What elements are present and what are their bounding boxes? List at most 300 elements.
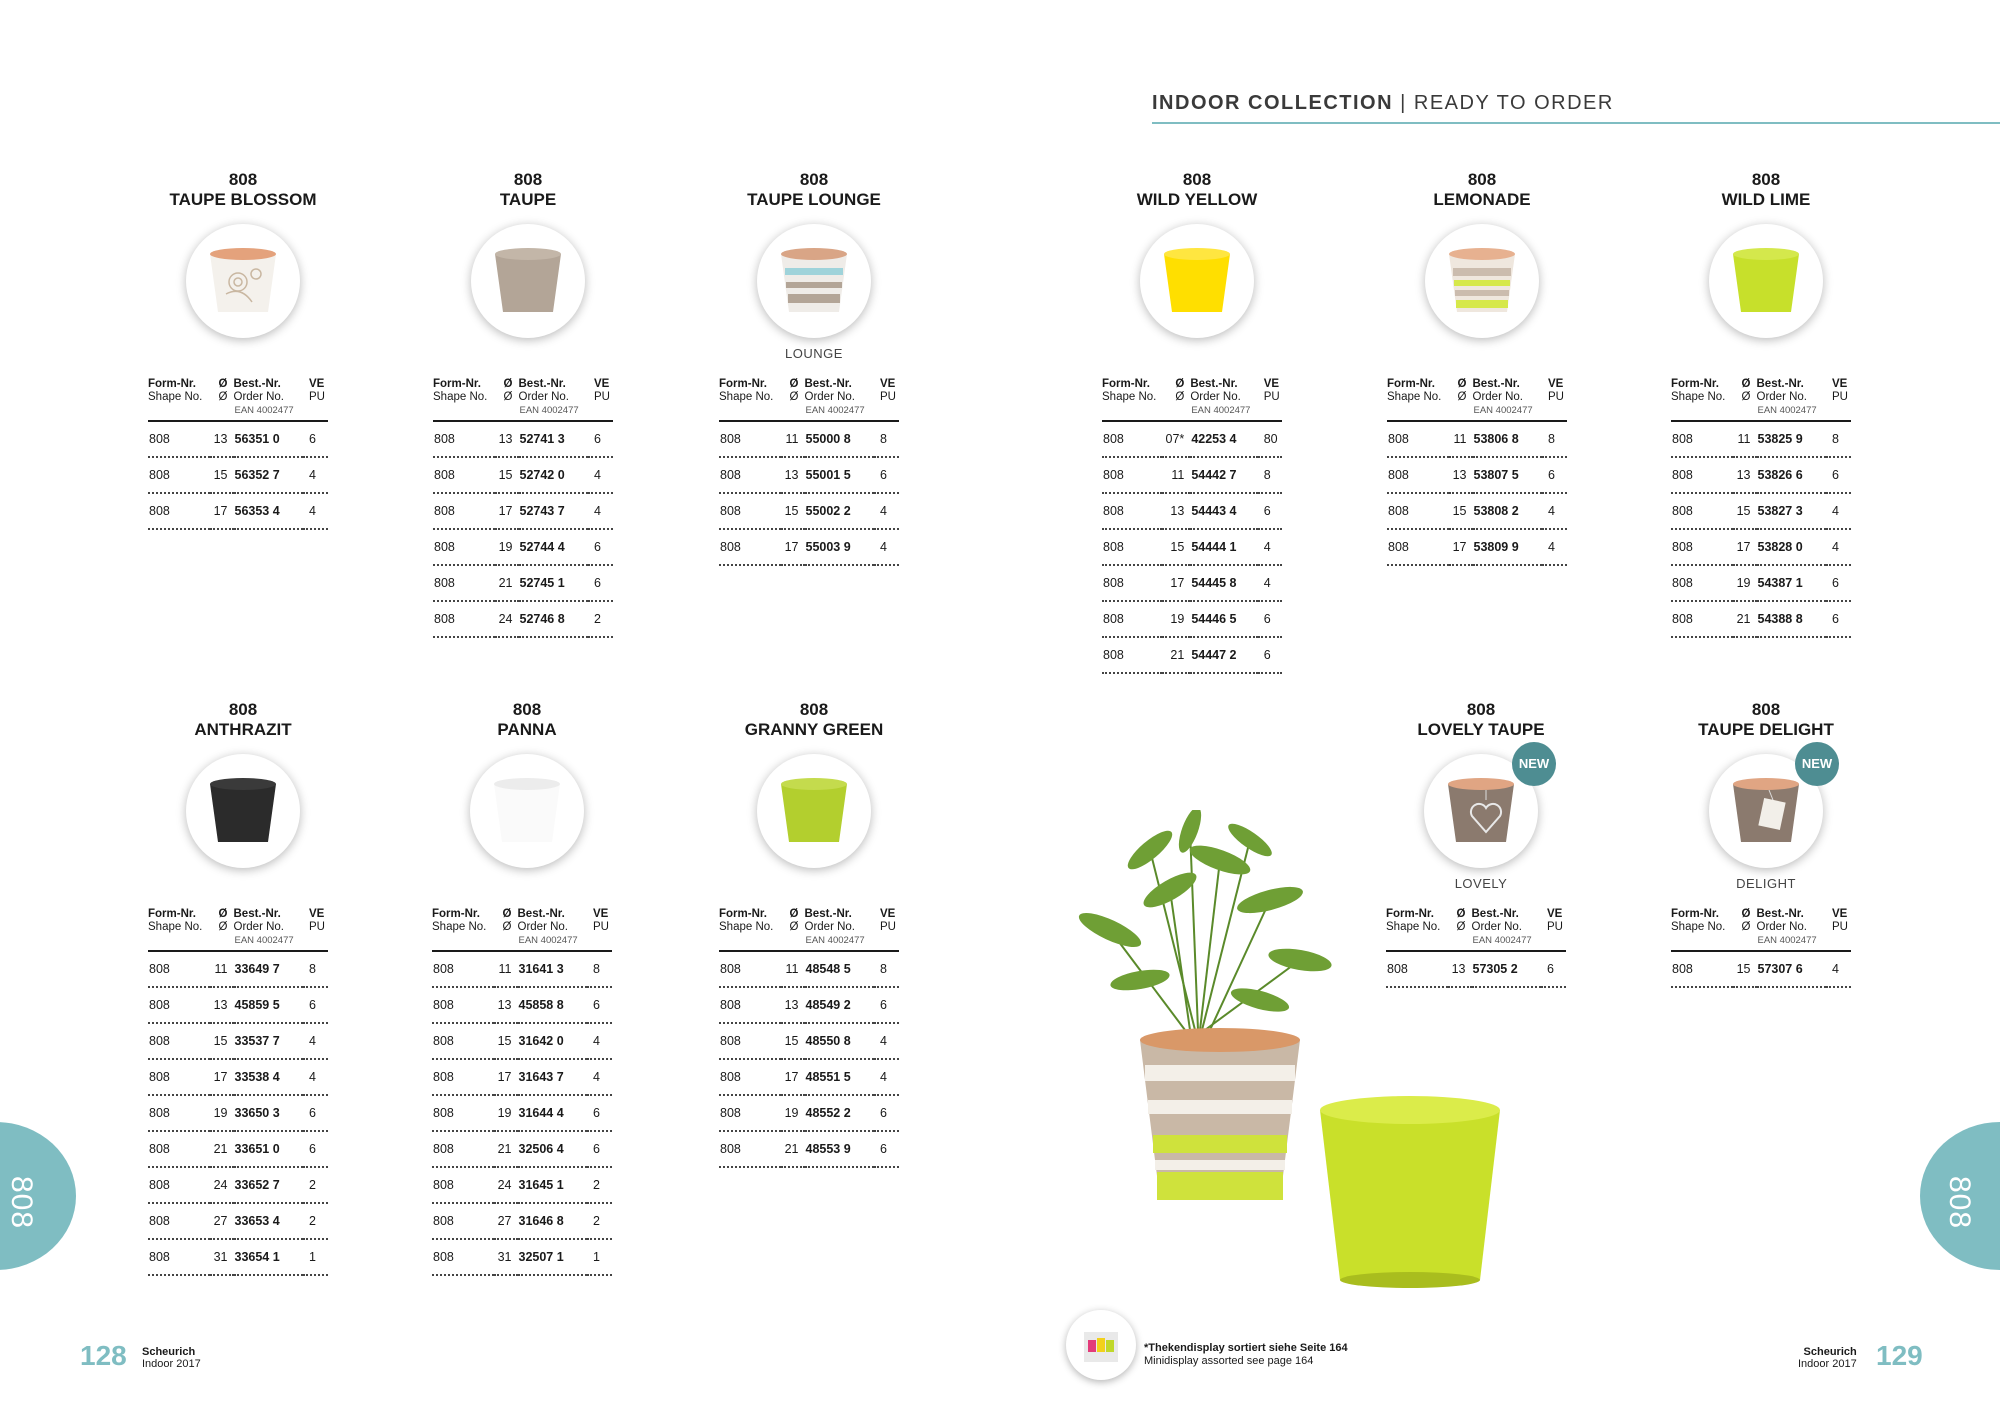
table-row (432, 1095, 612, 1131)
order-cell: 32506 4 (518, 1131, 588, 1167)
shape-cell: 808 (1671, 421, 1733, 457)
order-cell: 57305 2 (1472, 951, 1542, 987)
order-cell: 52743 7 (519, 493, 589, 529)
order-cell: 33651 0 (234, 1131, 304, 1167)
table-row (719, 493, 899, 529)
shape-header: Form-Nr. Shape No. (148, 908, 203, 933)
ean-row (148, 934, 328, 951)
pu-cell: 2 (587, 1167, 612, 1203)
header-separator: | (1400, 92, 1407, 114)
ean-row (1102, 404, 1282, 421)
pu-cell: 6 (874, 1095, 899, 1131)
pu-cell: 6 (1542, 457, 1567, 493)
product-title (1671, 170, 1861, 212)
pu-cell: 4 (1826, 529, 1851, 565)
shape-cell: 808 (719, 987, 781, 1023)
order-header: Best.-Nr. Order No. (1190, 378, 1241, 403)
shape-cell: 808 (433, 493, 495, 529)
order-cell: 54388 8 (1757, 601, 1827, 637)
pu-cell: 6 (303, 421, 328, 457)
shape-header: Form-Nr. Shape No. (1386, 908, 1441, 933)
product-table (719, 908, 899, 1168)
pu-cell: 6 (874, 457, 899, 493)
product-name: GRANNY GREEN (744, 720, 884, 739)
product-code: 808 (799, 170, 829, 189)
order-cell: 53828 0 (1757, 529, 1827, 565)
diameter-cell: 15 (1449, 493, 1473, 529)
shape-header: Form-Nr. Shape No. (1671, 908, 1726, 933)
table-row (432, 987, 612, 1023)
order-cell: 54445 8 (1190, 565, 1257, 601)
table-row (1387, 493, 1567, 529)
product-table (1387, 378, 1567, 566)
pu-cell: 4 (587, 1059, 612, 1095)
order-cell: 33537 7 (234, 1023, 304, 1059)
product-title (433, 170, 623, 212)
table-header-row (433, 378, 613, 404)
ean-row (432, 934, 612, 951)
shape-cell: 808 (433, 457, 495, 493)
diameter-cell: 17 (781, 529, 805, 565)
shape-cell: 808 (1387, 493, 1449, 529)
table-row (432, 1131, 612, 1167)
left-tab-label: 808 (5, 1176, 38, 1230)
diameter-cell: 17 (210, 1059, 234, 1095)
pu-header: VE PU (309, 908, 325, 933)
table-row (719, 987, 899, 1023)
diameter-header: Ø Ø (1741, 378, 1751, 403)
table-row (1102, 637, 1282, 673)
table-row (148, 493, 328, 529)
shape-cell: 808 (719, 1095, 781, 1131)
order-header: Best.-Nr. Order No. (518, 378, 569, 403)
diameter-cell: 13 (1449, 457, 1473, 493)
order-header: Best.-Nr. Order No. (1471, 908, 1522, 933)
diameter-cell: 24 (494, 1167, 518, 1203)
diameter-cell: 15 (1733, 493, 1757, 529)
product-wild-lime (1671, 170, 1861, 638)
shape-header: Form-Nr. Shape No. (719, 378, 774, 403)
product-image (1140, 224, 1254, 338)
diameter-cell: 15 (494, 1023, 518, 1059)
product-wild-yellow (1102, 170, 1292, 674)
shape-cell: 808 (148, 1095, 210, 1131)
ean-row (433, 404, 613, 421)
table-row (1671, 951, 1851, 987)
order-cell: 48548 5 (805, 951, 875, 987)
product-title (432, 700, 622, 742)
pu-cell: 6 (1826, 565, 1851, 601)
order-cell: 42253 4 (1190, 421, 1257, 457)
shape-cell: 808 (1102, 457, 1162, 493)
diameter-header: Ø Ø (789, 378, 799, 403)
diameter-cell: 21 (495, 565, 519, 601)
diameter-cell: 19 (1733, 565, 1757, 601)
diameter-cell: 13 (781, 457, 805, 493)
table-row (1102, 493, 1282, 529)
order-cell: 54387 1 (1757, 565, 1827, 601)
table-row (1387, 529, 1567, 565)
pu-cell: 4 (588, 493, 613, 529)
product-table (1102, 378, 1282, 674)
table-row (1671, 421, 1851, 457)
table-row (433, 565, 613, 601)
diameter-cell: 11 (494, 951, 518, 987)
header-bold: INDOOR COLLECTION (1152, 92, 1394, 114)
shape-cell: 808 (1102, 493, 1162, 529)
product-name: WILD LIME (1721, 190, 1811, 209)
order-cell: 31646 8 (518, 1203, 588, 1239)
shape-cell: 808 (432, 1203, 494, 1239)
product-image (757, 754, 871, 868)
right-brand (1798, 1346, 1857, 1370)
diameter-cell: 11 (210, 951, 234, 987)
table-row (433, 457, 613, 493)
product-name: LEMONADE (1433, 190, 1531, 209)
diameter-cell: 19 (495, 529, 519, 565)
pu-cell: 4 (588, 457, 613, 493)
shape-cell: 808 (148, 493, 210, 529)
product-image (186, 224, 300, 338)
diameter-cell: 11 (781, 421, 805, 457)
order-cell: 53808 2 (1473, 493, 1543, 529)
table-row (719, 1131, 899, 1167)
order-cell: 53826 6 (1757, 457, 1827, 493)
table-row (1671, 457, 1851, 493)
product-code: 808 (1466, 700, 1496, 719)
diameter-cell: 21 (781, 1131, 805, 1167)
product-title (148, 700, 338, 742)
product-title (1386, 700, 1576, 742)
order-cell: 53825 9 (1757, 421, 1827, 457)
order-cell: 53807 5 (1473, 457, 1543, 493)
table-row (432, 1239, 612, 1275)
diameter-cell: 13 (781, 987, 805, 1023)
product-name: WILD YELLOW (1136, 190, 1258, 209)
pu-cell: 4 (1258, 565, 1282, 601)
order-header: Best.-Nr. Order No. (1756, 908, 1807, 933)
table-row (1102, 565, 1282, 601)
shape-header: Form-Nr. Shape No. (148, 378, 203, 403)
diameter-header: Ø Ø (1457, 378, 1467, 403)
order-cell: 33649 7 (234, 951, 304, 987)
product-title (1102, 170, 1292, 212)
pu-cell: 6 (303, 987, 328, 1023)
pu-cell: 6 (1826, 457, 1851, 493)
table-row (719, 457, 899, 493)
diameter-header: Ø Ø (503, 378, 513, 403)
pu-cell: 8 (1258, 457, 1282, 493)
new-badge: NEW (1795, 742, 1839, 786)
table-row (719, 1023, 899, 1059)
shape-cell: 808 (719, 1023, 781, 1059)
diameter-cell: 13 (495, 421, 519, 457)
diameter-cell: 17 (1733, 529, 1757, 565)
product-taupe-lounge (719, 170, 909, 566)
pu-header: VE PU (593, 908, 609, 933)
order-cell: 55003 9 (805, 529, 875, 565)
diameter-header: Ø Ø (1456, 908, 1466, 933)
product-taupe-blossom (148, 170, 338, 530)
pu-cell: 8 (1826, 421, 1851, 457)
order-cell: 31641 3 (518, 951, 588, 987)
product-code: 808 (1751, 700, 1781, 719)
ean-prefix: EAN 4002477 (1472, 934, 1542, 951)
product-subtitle (1102, 346, 1292, 364)
diameter-cell: 13 (1162, 493, 1190, 529)
pu-cell: 6 (874, 987, 899, 1023)
shape-cell: 808 (433, 421, 495, 457)
shape-cell: 808 (1102, 421, 1162, 457)
product-name: ANTHRAZIT (194, 720, 292, 739)
diameter-cell: 15 (1162, 529, 1190, 565)
ean-row (719, 404, 899, 421)
diameter-cell: 13 (210, 421, 234, 457)
new-badge: NEW (1512, 742, 1556, 786)
diameter-cell: 15 (781, 493, 805, 529)
pu-cell: 6 (587, 1131, 612, 1167)
shape-cell: 808 (719, 529, 781, 565)
pu-cell: 6 (588, 529, 613, 565)
product-name: PANNA (497, 720, 557, 739)
table-header-row (719, 378, 899, 404)
shape-cell: 808 (1102, 565, 1162, 601)
pu-cell: 1 (303, 1239, 328, 1275)
pu-cell: 80 (1258, 421, 1282, 457)
shape-cell: 808 (432, 1023, 494, 1059)
pu-cell: 8 (874, 421, 899, 457)
product-name: TAUPE DELIGHT (1698, 720, 1834, 739)
pu-header: VE PU (309, 378, 325, 403)
order-cell: 54442 7 (1190, 457, 1257, 493)
order-header: Best.-Nr. Order No. (1472, 378, 1523, 403)
pu-cell: 6 (874, 1131, 899, 1167)
pu-header: VE PU (880, 378, 896, 403)
table-header-row (1671, 378, 1851, 404)
product-table (1671, 908, 1851, 988)
left-brand-edition: Indoor 2017 (142, 1358, 201, 1370)
pu-cell: 4 (303, 493, 328, 529)
shape-header: Form-Nr. Shape No. (432, 908, 487, 933)
diameter-cell: 11 (1733, 421, 1757, 457)
pu-cell: 6 (1541, 951, 1566, 987)
product-code: 808 (1751, 170, 1781, 189)
table-row (1387, 421, 1567, 457)
shape-cell: 808 (1671, 457, 1733, 493)
shape-cell: 808 (148, 951, 210, 987)
pu-cell: 4 (1826, 951, 1851, 987)
ean-row (1387, 404, 1567, 421)
product-subtitle (148, 346, 338, 364)
order-cell: 33538 4 (234, 1059, 304, 1095)
order-cell: 52742 0 (519, 457, 589, 493)
diameter-cell: 17 (495, 493, 519, 529)
right-brand-edition: Indoor 2017 (1798, 1358, 1857, 1370)
table-row (1102, 421, 1282, 457)
pu-cell: 2 (303, 1203, 328, 1239)
pu-cell: 6 (587, 987, 612, 1023)
product-subtitle (148, 876, 338, 894)
pu-cell: 8 (587, 951, 612, 987)
table-header-row (1102, 378, 1282, 404)
ean-prefix: EAN 4002477 (805, 934, 875, 951)
diameter-cell: 27 (210, 1203, 234, 1239)
order-cell: 52741 3 (519, 421, 589, 457)
product-table (148, 908, 328, 1276)
table-row (433, 493, 613, 529)
footnote (1144, 1342, 1348, 1368)
table-row (719, 1059, 899, 1095)
diameter-cell: 11 (781, 951, 805, 987)
header-rule (1152, 122, 2000, 124)
pu-cell: 6 (303, 1095, 328, 1131)
product-code: 808 (799, 700, 829, 719)
table-header-row (1671, 908, 1851, 934)
order-cell: 48550 8 (805, 1023, 875, 1059)
pu-cell: 8 (303, 951, 328, 987)
shape-cell: 808 (432, 1131, 494, 1167)
pu-cell: 4 (874, 1059, 899, 1095)
shape-cell: 808 (148, 1059, 210, 1095)
footnote-de: *Thekendisplay sortiert siehe Seite 164 (1144, 1342, 1348, 1354)
shape-cell: 808 (1671, 529, 1733, 565)
pu-header: VE PU (880, 908, 896, 933)
plant-pot-photo (1050, 810, 1500, 1290)
order-header: Best.-Nr. Order No. (804, 908, 855, 933)
order-cell: 55001 5 (805, 457, 875, 493)
shape-cell: 808 (432, 1059, 494, 1095)
ean-prefix: EAN 4002477 (1757, 404, 1827, 421)
shape-cell: 808 (432, 987, 494, 1023)
product-subtitle: DELIGHT (1736, 876, 1796, 891)
right-page-number: 129 (1876, 1340, 1923, 1371)
order-cell: 33654 1 (234, 1239, 304, 1275)
left-brand (142, 1346, 201, 1370)
product-image (757, 224, 871, 338)
order-cell: 52745 1 (519, 565, 589, 601)
diameter-cell: 17 (781, 1059, 805, 1095)
product-image (471, 224, 585, 338)
product-title (148, 170, 338, 212)
shape-cell: 808 (1671, 601, 1733, 637)
shape-cell: 808 (719, 1059, 781, 1095)
table-row (1671, 565, 1851, 601)
product-title (1671, 700, 1861, 742)
diameter-cell: 11 (1162, 457, 1190, 493)
order-cell: 53806 8 (1473, 421, 1543, 457)
order-cell: 31644 4 (518, 1095, 588, 1131)
product-table (148, 378, 328, 530)
shape-cell: 808 (432, 1239, 494, 1275)
shape-cell: 808 (148, 1167, 210, 1203)
product-title (719, 700, 909, 742)
order-cell: 31643 7 (518, 1059, 588, 1095)
shape-cell: 808 (148, 1239, 210, 1275)
diameter-header: Ø Ø (218, 908, 228, 933)
diameter-cell: 24 (495, 601, 519, 637)
diameter-cell: 19 (494, 1095, 518, 1131)
table-row (432, 1203, 612, 1239)
pu-cell: 2 (303, 1167, 328, 1203)
order-cell: 56352 7 (234, 457, 304, 493)
diameter-cell: 31 (494, 1239, 518, 1275)
collection-header (1152, 92, 1614, 115)
order-cell: 52746 8 (519, 601, 589, 637)
shape-header: Form-Nr. Shape No. (1102, 378, 1157, 403)
shape-cell: 808 (719, 421, 781, 457)
product-name: TAUPE BLOSSOM (169, 190, 317, 209)
shape-cell: 808 (148, 1023, 210, 1059)
table-row (148, 1023, 328, 1059)
pu-header: VE PU (594, 378, 610, 403)
diameter-cell: 21 (1733, 601, 1757, 637)
table-row (148, 951, 328, 987)
shape-header: Form-Nr. Shape No. (1671, 378, 1726, 403)
order-cell: 54444 1 (1190, 529, 1257, 565)
table-row (148, 1131, 328, 1167)
pu-cell: 6 (1826, 601, 1851, 637)
product-title (719, 170, 909, 212)
shape-cell: 808 (719, 951, 781, 987)
order-cell: 33650 3 (234, 1095, 304, 1131)
product-image (1425, 224, 1539, 338)
product-title (1387, 170, 1577, 212)
diameter-header: Ø Ø (218, 378, 228, 403)
order-cell: 54447 2 (1190, 637, 1257, 673)
pu-cell: 1 (587, 1239, 612, 1275)
table-row (148, 1095, 328, 1131)
product-image (470, 754, 584, 868)
minidisplay-image (1066, 1310, 1136, 1380)
table-row (1102, 601, 1282, 637)
table-row (148, 1059, 328, 1095)
diameter-cell: 15 (495, 457, 519, 493)
shape-cell: 808 (1387, 421, 1449, 457)
shape-cell: 808 (433, 565, 495, 601)
shape-cell: 808 (1387, 529, 1449, 565)
order-cell: 54446 5 (1190, 601, 1257, 637)
order-header: Best.-Nr. Order No. (517, 908, 568, 933)
order-cell: 48552 2 (805, 1095, 875, 1131)
table-header-row (148, 378, 328, 404)
pu-header: VE PU (1548, 378, 1564, 403)
shape-cell: 808 (719, 493, 781, 529)
ean-prefix: EAN 4002477 (805, 404, 875, 421)
pu-header: VE PU (1263, 378, 1280, 403)
order-cell: 56351 0 (234, 421, 304, 457)
product-subtitle (1671, 346, 1861, 364)
product-code: 808 (512, 700, 542, 719)
ean-row (719, 934, 899, 951)
diameter-cell: 21 (210, 1131, 234, 1167)
pu-cell: 6 (587, 1095, 612, 1131)
diameter-header: Ø Ø (502, 908, 512, 933)
diameter-cell: 19 (1162, 601, 1190, 637)
pu-cell: 2 (587, 1203, 612, 1239)
diameter-cell: 13 (210, 987, 234, 1023)
order-cell: 31645 1 (518, 1167, 588, 1203)
diameter-cell: 31 (210, 1239, 234, 1275)
product-name: LOVELY TAUPE (1417, 720, 1545, 739)
table-row (432, 1059, 612, 1095)
pu-cell: 2 (588, 601, 613, 637)
shape-cell: 808 (1671, 565, 1733, 601)
header-rest: READY TO ORDER (1413, 92, 1614, 114)
order-cell: 48551 5 (805, 1059, 875, 1095)
order-header: Best.-Nr. Order No. (1756, 378, 1807, 403)
table-row (148, 1203, 328, 1239)
product-subtitle: LOUNGE (785, 346, 843, 361)
